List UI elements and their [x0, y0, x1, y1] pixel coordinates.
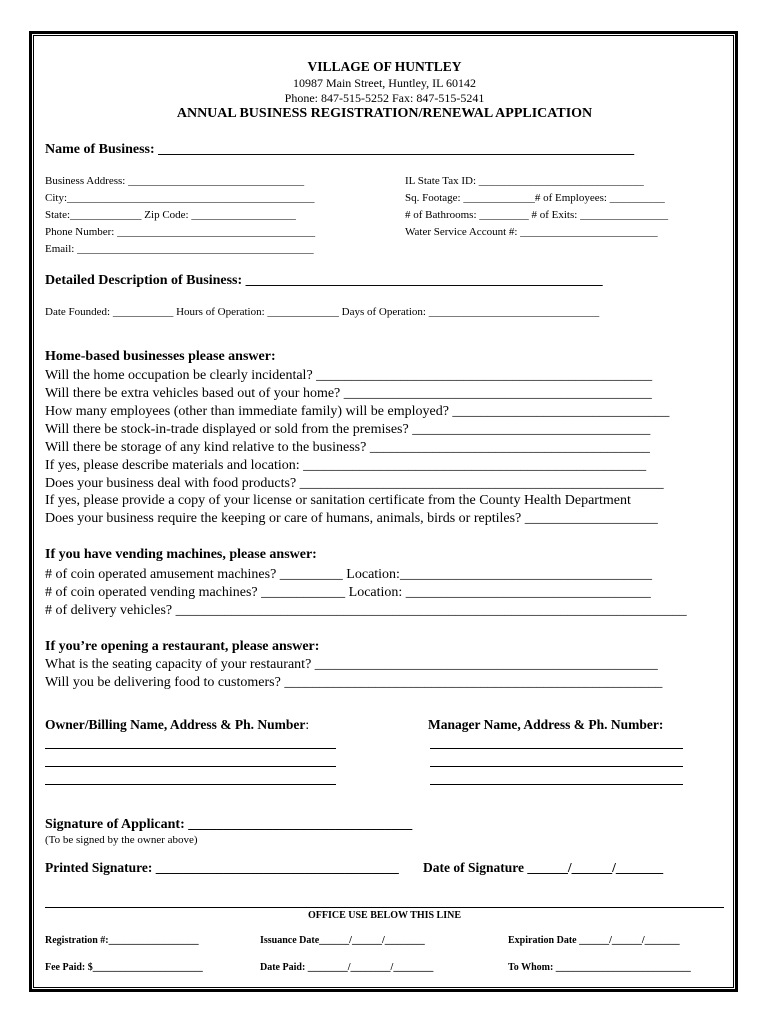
- business-address-field[interactable]: Business Address: ________________________________: [45, 175, 305, 187]
- home-question-7[interactable]: Does your business deal with food products? ____________________________________________________: [45, 476, 664, 491]
- owner-line-2[interactable]: [45, 766, 336, 767]
- date-paid-field[interactable]: Date Paid: ________/________/________: [260, 962, 434, 973]
- home-based-heading: Home-based businesses please answer:: [45, 349, 276, 364]
- owner-billing-label-text: Owner/Billing Name, Address & Ph. Number: [45, 717, 306, 732]
- org-address: 10987 Main Street, Huntley, IL 60142: [292, 76, 477, 90]
- expiration-date-field[interactable]: Expiration Date ______/______/_______: [508, 935, 680, 946]
- printed-signature-field[interactable]: Printed Signature: ____________________________________: [45, 860, 399, 875]
- applicant-signature-field[interactable]: Signature of Applicant: ________________________________: [45, 817, 413, 832]
- office-divider: [45, 907, 724, 908]
- state-zip-field[interactable]: State:_____________ Zip Code: ___________________: [45, 209, 296, 221]
- org-phone-fax: Phone: 847-515-5252 Fax: 847-515-5241: [284, 91, 485, 105]
- manager-line-1[interactable]: [430, 748, 683, 749]
- office-use-title: OFFICE USE BELOW THIS LINE: [307, 910, 461, 921]
- owner-line-3[interactable]: [45, 784, 336, 785]
- home-question-1[interactable]: Will the home occupation be clearly incidental? ________________________________________________: [45, 368, 653, 383]
- org-name: VILLAGE OF HUNTLEY: [307, 59, 462, 74]
- business-description-field[interactable]: Detailed Description of Business: ___________________________________________________: [45, 273, 603, 288]
- vending-question-1[interactable]: # of coin operated amusement machines? _________ Location:____________________________________: [45, 567, 652, 582]
- sq-footage-employees-field[interactable]: Sq. Footage: _____________# of Employees: __________: [405, 192, 665, 204]
- restaurant-question-2[interactable]: Will you be delivering food to customers? ______________________________________________________: [45, 675, 663, 690]
- to-whom-field[interactable]: To Whom: ___________________________: [508, 962, 691, 973]
- vending-question-2[interactable]: # of coin operated vending machines? ____________ Location: ___________________________________: [45, 585, 651, 600]
- business-name-field[interactable]: Name of Business: ____________________________________________________________________: [45, 142, 635, 157]
- water-account-field[interactable]: Water Service Account #: _________________________: [405, 226, 658, 238]
- home-question-5[interactable]: Will there be storage of any kind relative to the business? ________________________________________: [45, 440, 650, 455]
- home-question-3[interactable]: How many employees (other than immediate family) will be employed? _______________________________: [45, 404, 670, 419]
- home-question-8[interactable]: Does your business require the keeping or care of humans, animals, birds or reptiles? ___________________: [45, 511, 658, 526]
- owner-line-1[interactable]: [45, 748, 336, 749]
- home-question-4[interactable]: Will there be stock-in-trade displayed or sold from the premises? __________________________________: [45, 422, 651, 437]
- registration-number-field[interactable]: Registration #:__________________: [45, 935, 199, 946]
- phone-number-field[interactable]: Phone Number: ____________________________________: [45, 226, 316, 238]
- home-question-2[interactable]: Will there be extra vehicles based out of your home? ____________________________________________: [45, 386, 652, 401]
- manager-line-3[interactable]: [430, 784, 683, 785]
- vending-heading: If you have vending machines, please answer:: [45, 547, 317, 562]
- owner-billing-label: [45, 718, 309, 732]
- form-title: ANNUAL BUSINESS REGISTRATION/RENEWAL APPLICATION: [176, 106, 593, 121]
- manager-label: Manager Name, Address & Ph. Number:: [428, 717, 664, 732]
- manager-line-2[interactable]: [430, 766, 683, 767]
- date-hours-days-field[interactable]: Date Founded: ___________ Hours of Operation: _____________ Days of Operation: _______________________________: [45, 306, 600, 318]
- email-field[interactable]: Email: ___________________________________________: [45, 243, 314, 255]
- signature-note: (To be signed by the owner above): [45, 834, 198, 846]
- fee-paid-field[interactable]: Fee Paid: $______________________: [45, 962, 203, 973]
- vending-question-3[interactable]: # of delivery vehicles? _________________________________________________________________________: [45, 603, 687, 618]
- restaurant-heading: If you’re opening a restaurant, please answer:: [45, 639, 320, 654]
- owner-billing-label-colon: :: [305, 717, 310, 732]
- city-field[interactable]: City:_____________________________________________: [45, 192, 315, 204]
- home-note-license: If yes, please provide a copy of your license or sanitation certificate from the County Health Department: [45, 493, 631, 508]
- home-question-6[interactable]: If yes, please describe materials and location: _________________________________________________: [45, 458, 647, 473]
- tax-id-field[interactable]: IL State Tax ID: ______________________________: [405, 175, 644, 187]
- bathrooms-exits-field[interactable]: # of Bathrooms: _________ # of Exits: ________________: [405, 209, 669, 221]
- signature-date-field[interactable]: Date of Signature ______/______/_______: [423, 860, 664, 875]
- issuance-date-field[interactable]: Issuance Date______/______/________: [260, 935, 425, 946]
- restaurant-question-1[interactable]: What is the seating capacity of your restaurant? _________________________________________________: [45, 657, 658, 672]
